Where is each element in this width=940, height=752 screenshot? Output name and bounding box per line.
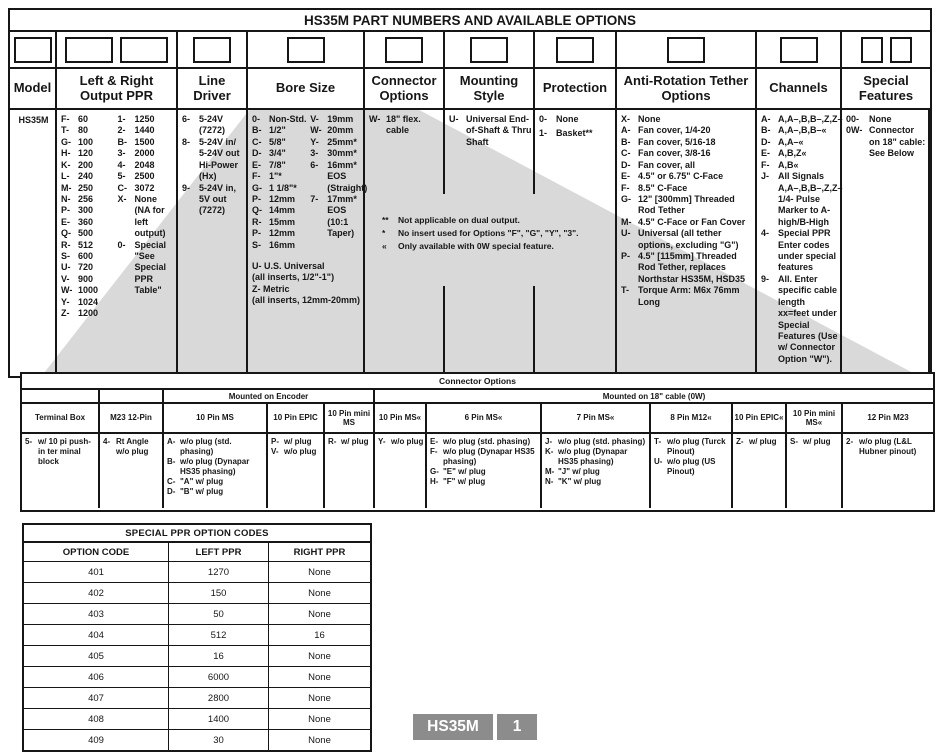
sp-header-right-ppr: RIGHT PPR — [293, 546, 346, 558]
cell-left-ppr: 30 — [169, 730, 269, 750]
option-item: N- "K" w/ plug — [545, 477, 602, 486]
option-item: Y- 1024 — [61, 296, 99, 307]
option-item: E- 360 — [61, 216, 94, 227]
option-item: Z- w/ plug — [736, 437, 777, 446]
header-special-features: Special Features — [858, 73, 914, 103]
option-item: J- w/o plug (std. phasing) — [545, 437, 646, 446]
mounting-box-cell — [445, 32, 535, 67]
header-model: Model — [10, 69, 57, 108]
option-item: 5- w/ 10 pi push-in ter minal block — [25, 437, 91, 466]
option-item: D- A,A–« — [761, 136, 804, 147]
option-item: 7- 17mm* EOS (10:1 Taper) — [310, 193, 357, 239]
cell-option-code: 406 — [24, 667, 169, 687]
footnote-symbol: * — [382, 227, 386, 238]
option-item: S- 600 — [61, 251, 94, 262]
part-number-box — [14, 37, 52, 63]
footnotes-block — [382, 214, 636, 252]
channels-box-cell — [757, 32, 842, 67]
ppr-right-list — [118, 114, 175, 320]
ct-col-7pin-ms — [542, 434, 651, 508]
line-driver-box-cell — [178, 32, 248, 67]
option-item: V- 900 — [61, 273, 94, 284]
option-item: C- 5/8" — [252, 136, 286, 147]
option-item: D- 3/4" — [252, 148, 286, 159]
option-item: U- w/o plug (US Pinout) — [654, 457, 716, 476]
option-item: 3- 2000 — [117, 148, 155, 159]
note-line: (all inserts, 1/2"-1") — [252, 272, 335, 283]
cell-option-code: 401 — [24, 562, 169, 582]
part-number-box — [890, 37, 912, 63]
header-ppr: Left & Right Output PPR — [57, 69, 178, 108]
ppr-left-list — [61, 114, 118, 320]
option-item: M- "J" w/ plug — [545, 467, 600, 476]
option-item: Q- 500 — [61, 228, 94, 239]
option-item: G- 12" [300mm] Threaded Rod Tether — [621, 193, 735, 216]
option-item: S- w/ plug — [790, 437, 831, 446]
cell-left-ppr: 6000 — [169, 667, 269, 687]
bore-box-cell — [248, 32, 365, 67]
cell-right-ppr: None — [308, 608, 331, 620]
option-item: M- 4.5" C-Face or Fan Cover — [621, 216, 746, 227]
option-item: L- 240 — [61, 171, 94, 182]
sp-header-option-code: OPTION CODE — [24, 543, 169, 561]
ct-col-8pin-m12 — [651, 434, 733, 508]
connector-box-cell — [365, 32, 445, 67]
option-item: T- 80 — [61, 125, 89, 136]
option-item: X- None (NA for left output) — [117, 193, 166, 239]
part-number-box — [667, 37, 705, 63]
group-empty-cell — [22, 390, 100, 402]
special-box-cell — [842, 32, 930, 67]
part-number-box — [385, 37, 423, 63]
option-item: C- 3072 — [117, 182, 155, 193]
table-row — [24, 708, 370, 729]
option-item: H- "F" w/ plug — [430, 477, 486, 486]
option-item: M- 250 — [61, 182, 94, 193]
option-item: F- 60 — [61, 114, 89, 124]
ct-header: 6 Pin MS« — [427, 404, 542, 432]
option-item: J- All Signals A,A–,B,B–,Z,Z– 1/4- Pulse Marker to A- high/B-High — [761, 171, 843, 227]
column-header-row — [10, 69, 930, 110]
cell-option-code: 402 — [24, 583, 169, 603]
option-item: E- 7/8" — [252, 159, 286, 170]
option-item: W- 18" flex. cable — [369, 114, 421, 136]
option-item: 4- 2048 — [117, 159, 155, 170]
option-item: 0- Special "See Special PPR Table" — [117, 239, 167, 296]
ct-header: M23 12-Pin — [100, 404, 164, 432]
footer-page-number-badge: 1 — [497, 714, 537, 740]
cell-option-code: 404 — [24, 625, 169, 645]
ct-header: Terminal Box — [22, 404, 100, 432]
cell-left-ppr: 16 — [169, 646, 269, 666]
option-item: T- w/o plug (Turck Pinout) — [654, 437, 726, 456]
part-number-box — [556, 37, 594, 63]
border-segment — [443, 110, 445, 194]
note-line: U- U.S. Universal — [252, 261, 325, 272]
header-line-driver: Line Driver — [178, 69, 248, 108]
ct-header: 10 Pin MS« — [375, 404, 427, 432]
column-line-driver — [178, 110, 248, 376]
footer-model-badge: HS35M — [413, 714, 493, 740]
footnote-symbol: « — [382, 240, 387, 251]
options-body-row — [10, 110, 930, 376]
option-item: D- "B" w/ plug — [167, 487, 224, 496]
ct-header: 10 Pin EPIC — [268, 404, 325, 432]
option-item: H- 120 — [61, 148, 94, 159]
option-item: T- Torque Arm: M6x 76mm Long — [621, 285, 740, 307]
connector-header-row — [22, 404, 933, 434]
option-item: C- "A" w/ plug — [167, 477, 224, 486]
option-item: A- Fan cover, 1/4-20 — [621, 125, 711, 136]
footnote-symbol: ** — [382, 215, 389, 225]
ct-col-10pin-ms — [164, 434, 268, 508]
cell-option-code: 407 — [24, 688, 169, 708]
option-item: B- Fan cover, 5/16-18 — [621, 136, 716, 147]
table-row — [24, 687, 370, 708]
footnote: ** Not applicable on dual output. — [382, 215, 520, 225]
option-item: 2- w/o plug (L&L Hubner pinout) — [846, 437, 917, 456]
header-protection: Protection — [535, 69, 617, 108]
column-ppr — [57, 110, 178, 376]
option-item: D- Fan cover, all — [621, 159, 696, 170]
option-item: U- Universal End-of-Shaft & Thru Shaft — [449, 114, 532, 147]
header-channels: Channels — [757, 69, 842, 108]
border-segment — [533, 110, 535, 194]
cell-left-ppr: 1270 — [169, 562, 269, 582]
option-item: P- 300 — [61, 205, 94, 216]
tether-box-cell — [617, 32, 757, 67]
table-row — [24, 603, 370, 624]
special-ppr-table — [22, 523, 372, 752]
cell-option-code: 408 — [24, 709, 169, 729]
option-item: P- w/ plug — [271, 437, 312, 446]
special-ppr-header-row — [24, 543, 370, 561]
option-item: F- A,B« — [761, 159, 799, 170]
option-item: S- 16mm — [252, 239, 296, 250]
cell-right-ppr: None — [308, 713, 331, 725]
option-item: 2- 1440 — [117, 125, 155, 136]
model-value: HS35M — [18, 115, 49, 125]
option-item: 9- 5-24V in, 5V out (7272) — [182, 182, 237, 216]
ct-col-10pin-epic-cable — [733, 434, 787, 508]
option-item: 3- 30mm* — [310, 148, 357, 159]
bore-right-list — [310, 114, 368, 251]
option-item: C- Fan cover, 3/8-16 — [621, 148, 711, 159]
cell-right-ppr: None — [308, 671, 331, 683]
option-item: F- w/o plug (Dynapar HS35 phasing) — [430, 447, 535, 466]
table-row — [24, 645, 370, 666]
option-item: 4- Rt Angle w/o plug — [103, 437, 149, 456]
option-item: E- A,B,Z« — [761, 148, 807, 159]
part-number-box — [287, 37, 325, 63]
column-special-features — [842, 110, 930, 376]
option-item: B- 1/2" — [252, 125, 286, 136]
connector-body-row — [22, 434, 933, 508]
header-mounting-style: Mounting Style — [445, 69, 535, 108]
special-ppr-title: SPECIAL PPR OPTION CODES — [24, 525, 370, 543]
border-segment — [533, 286, 535, 376]
cell-right-ppr: 16 — [314, 629, 325, 641]
part-number-box — [861, 37, 883, 63]
table-row — [24, 582, 370, 603]
cell-option-code: 403 — [24, 604, 169, 624]
cell-left-ppr: 150 — [169, 583, 269, 603]
cell-option-code: 405 — [24, 646, 169, 666]
bore-universal-notes — [252, 261, 361, 307]
option-item: B- A,A–,B,B–« — [761, 125, 827, 136]
part-number-boxes-row — [10, 32, 930, 69]
option-item: Q- 14mm — [252, 205, 296, 216]
ct-col-12pin-m23 — [843, 434, 933, 508]
option-item: 0- Non-Std. — [252, 114, 307, 124]
option-item: 1- 1250 — [117, 114, 155, 124]
option-item: 00- None — [846, 114, 892, 124]
option-item: G- "E" w/ plug — [430, 467, 486, 476]
sp-header-left-ppr: LEFT PPR — [169, 543, 269, 561]
part-number-table — [8, 8, 932, 378]
column-model — [10, 110, 57, 376]
option-item: P- 12mm — [252, 228, 296, 239]
table-row — [24, 624, 370, 645]
ct-header: 12 Pin M23 — [867, 413, 909, 423]
option-item: 6- 5-24V (7272) — [182, 114, 226, 136]
option-item: W- 20mm — [310, 125, 354, 136]
protection-box-cell — [535, 32, 617, 67]
option-item: 1- Basket** — [539, 128, 593, 139]
option-item: B- w/o plug (Dynapar HS35 phasing) — [167, 457, 250, 476]
special-ppr-rows — [24, 561, 370, 750]
ct-header: 10 Pin MS — [164, 404, 268, 432]
option-item: 9- All. Enter specific cable length xx=feet under Special Features (Use w/ Connector Option "W"). — [761, 273, 838, 364]
part-number-box — [780, 37, 818, 63]
ct-col-10pin-epic — [268, 434, 325, 508]
option-item: Y- 25mm* — [310, 136, 357, 147]
group-mounted-on-cable: Mounted on 18" cable (0W) — [602, 391, 706, 401]
option-item: V- 19mm — [310, 114, 354, 124]
footnote: * No insert used for Options "F", "G", "Y", "3". — [382, 227, 579, 238]
option-item: Z- 1200 — [61, 308, 99, 319]
option-item: V- w/o plug — [271, 447, 317, 456]
option-item: E- w/o plug (std. phasing) — [430, 437, 531, 446]
cell-right-ppr: None — [308, 650, 331, 662]
note-line: (all inserts, 12mm-20mm) — [252, 295, 361, 306]
option-item: 0W- Connector on 18" cable: See Below — [846, 125, 926, 159]
connector-table-title: Connector Options — [22, 374, 933, 390]
option-item: G- 100 — [61, 136, 94, 147]
header-bore-size: Bore Size — [248, 69, 365, 108]
group-empty-cell — [100, 390, 164, 402]
header-connector-options: Connector Options — [365, 69, 445, 108]
option-item: F- 1"* — [252, 171, 282, 182]
connector-options-table — [20, 372, 935, 512]
note-line: Z- Metric — [252, 283, 290, 294]
header-tether-options: Anti-Rotation Tether Options — [617, 69, 757, 108]
option-item: 5- 2500 — [117, 171, 155, 182]
cell-left-ppr: 512 — [169, 625, 269, 645]
option-item: R- 15mm — [252, 216, 296, 227]
option-item: K- w/o plug (Dynapar HS35 phasing) — [545, 447, 628, 466]
part-number-box — [120, 37, 168, 63]
option-item: F- 8.5" C-Face — [621, 182, 688, 193]
table-row — [24, 666, 370, 687]
ct-header: 10 Pin mini MS« — [787, 404, 843, 432]
ct-header: 7 Pin MS« — [542, 404, 651, 432]
column-tether-options — [617, 110, 757, 376]
option-item: G- 1 1/8"* — [252, 182, 297, 193]
option-item: U- 720 — [61, 262, 94, 273]
option-item: P- 12mm — [252, 193, 296, 204]
part-number-box — [65, 37, 113, 63]
column-bore-size — [248, 110, 368, 376]
option-item: R- w/ plug — [328, 437, 369, 446]
cell-right-ppr: None — [308, 566, 331, 578]
option-item: W- 1000 — [61, 285, 99, 296]
option-item: E- 4.5" or 6.75" C-Face — [621, 171, 724, 182]
cell-option-code: 409 — [24, 730, 169, 750]
model-box-cell — [10, 32, 57, 67]
option-item: 8- 5-24V in/ 5-24V out Hi-Power (Hx) — [182, 136, 240, 182]
ppr-box-cell — [57, 32, 178, 67]
ct-header: 8 Pin M12« — [651, 404, 733, 432]
ct-col-10pin-ms-cable — [375, 434, 427, 508]
option-item: 6- 16mm* EOS (Straight) — [310, 159, 368, 193]
option-item: A- A,A–,B,B–,Z,Z– — [761, 114, 843, 124]
option-item: X- None — [621, 114, 661, 124]
group-mounted-on-encoder: Mounted on Encoder — [164, 390, 375, 402]
ct-header: 10 Pin EPIC« — [733, 404, 787, 432]
column-channels — [757, 110, 842, 376]
option-item: B- 1500 — [117, 136, 155, 147]
ct-col-10pin-mini-ms-cable — [787, 434, 843, 508]
option-item: 4- Special PPR Enter codes under special features — [761, 228, 837, 273]
cell-right-ppr: None — [308, 587, 331, 599]
option-item: 0- None — [539, 114, 579, 124]
option-item: K- 200 — [61, 159, 94, 170]
border-segment — [443, 286, 445, 376]
ct-col-m23 — [100, 434, 164, 508]
table-row — [24, 561, 370, 582]
table-row — [24, 729, 370, 750]
option-item: P- 4.5" [115mm] Threaded Rod Tether, replaces Northstar HS35M, HSD35 — [621, 251, 746, 284]
option-item: U- Universal (all tether options, excluding "G") — [621, 228, 739, 250]
option-item: N- 256 — [61, 193, 94, 204]
cell-right-ppr: None — [308, 734, 331, 746]
option-item: A- w/o plug (std. phasing) — [167, 437, 232, 456]
cell-left-ppr: 50 — [169, 604, 269, 624]
ct-col-10pin-mini-ms — [325, 434, 375, 508]
cell-right-ppr: None — [308, 692, 331, 704]
part-number-box — [470, 37, 508, 63]
cell-left-ppr: 1400 — [169, 709, 269, 729]
option-item: Y- w/o plug — [378, 437, 424, 446]
option-item: R- 512 — [61, 239, 94, 250]
cell-left-ppr: 2800 — [169, 688, 269, 708]
connector-group-row — [22, 390, 933, 404]
bore-left-list — [252, 114, 310, 251]
ct-col-6pin-ms — [427, 434, 542, 508]
part-number-box — [193, 37, 231, 63]
page-title: HS35M PART NUMBERS AND AVAILABLE OPTIONS — [10, 10, 930, 32]
ct-col-terminal-box — [22, 434, 100, 508]
footnote: « Only available with 0W special feature. — [382, 240, 554, 251]
ct-header: 10 Pin mini MS — [325, 404, 375, 432]
